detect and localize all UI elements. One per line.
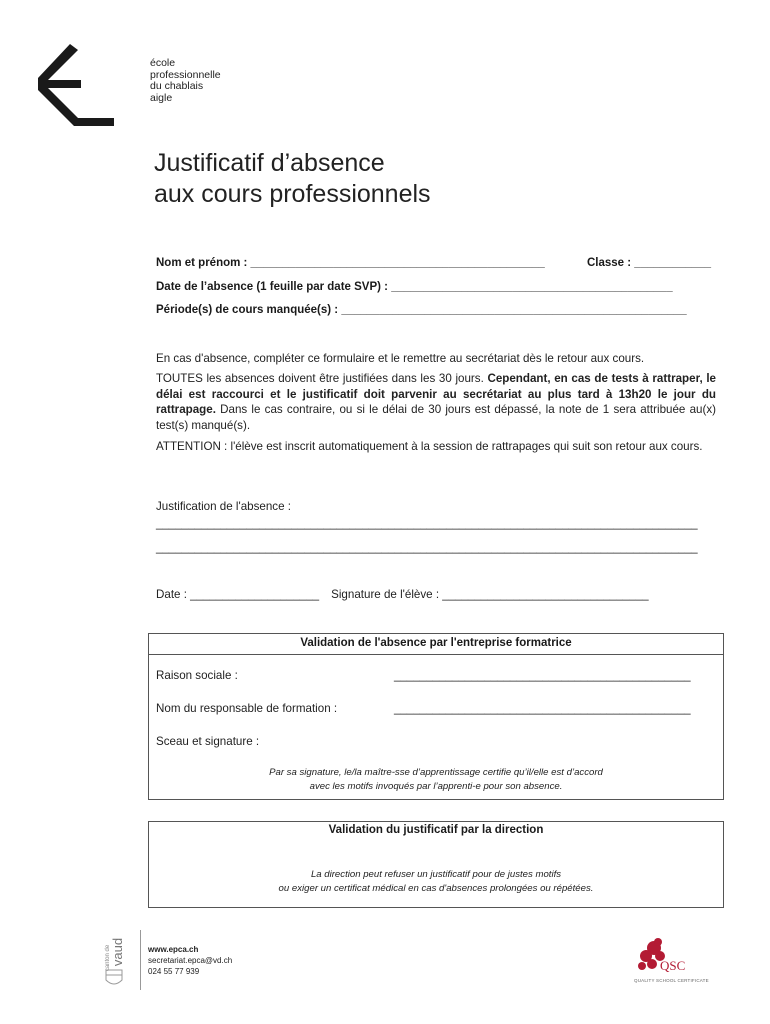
email-link[interactable]: secretariat.epca@vd.ch xyxy=(148,956,233,965)
periodes-field[interactable]: Période(s) de cours manquée(s) : ______________________________________________________ xyxy=(156,304,687,316)
school-name-line: du chablais xyxy=(150,80,204,92)
instruction-bold-text: Cependant, en cas de tests à rattraper, le délai est raccourci et le justificatif doit parvenir au secrétariat au plus tard à 13h20 le jour du rattrapage. xyxy=(156,372,716,416)
company-note-line: Par sa signature, le/la maître-sse d’apprentissage certifie qu’il/elle est d’accord xyxy=(269,767,603,778)
raison-sociale-label: Raison sociale : xyxy=(156,669,238,682)
instruction-paragraph-2 xyxy=(156,371,716,433)
justification-line[interactable]: ____________________________________________________________________________________ xyxy=(156,541,698,554)
instruction-paragraph-3: ATTENTION : l'élève est inscrit automatiquement à la session de rattrapages qui suit son retour aux cours. xyxy=(156,440,703,453)
date-signature-row xyxy=(156,588,649,601)
document-title xyxy=(154,148,431,210)
direction-note xyxy=(149,868,723,896)
nom-prenom-field[interactable]: Nom et prénom : ______________________________________________ xyxy=(156,257,545,269)
school-name xyxy=(150,58,221,104)
title-line-1: Justificatif d’absence xyxy=(154,149,385,177)
direction-validation-box xyxy=(148,821,724,908)
school-name-line: école xyxy=(150,57,176,69)
company-validation-box xyxy=(148,633,724,800)
instruction-paragraph-1: En cas d'absence, compléter ce formulaire et le remettre au secrétariat dès le retour aux cours. xyxy=(156,352,645,365)
school-name-line: professionnelle xyxy=(150,68,221,81)
qsc-subtitle: QUALITY SCHOOL CERTIFICATE xyxy=(634,978,709,983)
phone-number: 024 55 77 939 xyxy=(148,967,200,976)
instruction-text: TOUTES les absences doivent être justifiées dans les 30 jours. xyxy=(156,372,488,385)
raison-sociale-field[interactable]: ______________________________________________ xyxy=(394,669,691,682)
sceau-signature-label: Sceau et signature : xyxy=(156,735,260,748)
canton-vaud-logo-icon xyxy=(100,928,128,990)
divider xyxy=(149,654,723,655)
school-name-line: aigle xyxy=(150,91,173,104)
footer-contact xyxy=(148,944,232,977)
direction-note-line: ou exiger un certificat médical en cas d'absences prolongées ou répétées. xyxy=(278,883,594,894)
qsc-label: QSC xyxy=(660,958,686,973)
canton-name-text: vaud xyxy=(110,937,125,967)
date-absence-field[interactable]: Date de l’absence (1 feuille par date SVP) : ____________________________________________ xyxy=(156,281,673,293)
responsable-field[interactable]: ______________________________________________ xyxy=(394,702,691,715)
direction-validation-title: Validation du justificatif par la direction xyxy=(328,824,544,836)
footer-divider xyxy=(140,930,141,990)
instruction-text: Dans le cas contraire, ou si le délai de 30 jours est dépassé, la note de 1 sera attribuée au(x) test(s) manqué(s). xyxy=(156,403,716,432)
school-logo-icon xyxy=(34,40,118,134)
company-validation-title: Validation de l'absence par l'entreprise formatrice xyxy=(300,637,572,649)
responsable-label: Nom du responsable de formation : xyxy=(156,702,338,715)
justification-line[interactable]: ____________________________________________________________________________________ xyxy=(156,517,698,530)
direction-note-line: La direction peut refuser un justificatif pour de justes motifs xyxy=(310,869,562,880)
justification-label: Justification de l'absence : xyxy=(156,500,291,513)
date-field[interactable]: Date : ____________________ xyxy=(156,588,320,601)
canton-small-text: canton de xyxy=(105,944,111,972)
classe-field[interactable]: Classe : ____________ xyxy=(587,257,712,269)
student-signature-field[interactable]: Signature de l'élève : ________________________________ xyxy=(331,588,649,601)
website-link[interactable]: www.epca.ch xyxy=(148,945,199,954)
title-line-2: aux cours professionnels xyxy=(154,180,431,208)
company-note xyxy=(149,766,723,794)
company-note-line: avec les motifs invoqués par l’apprenti-e pour son absence. xyxy=(309,781,563,792)
